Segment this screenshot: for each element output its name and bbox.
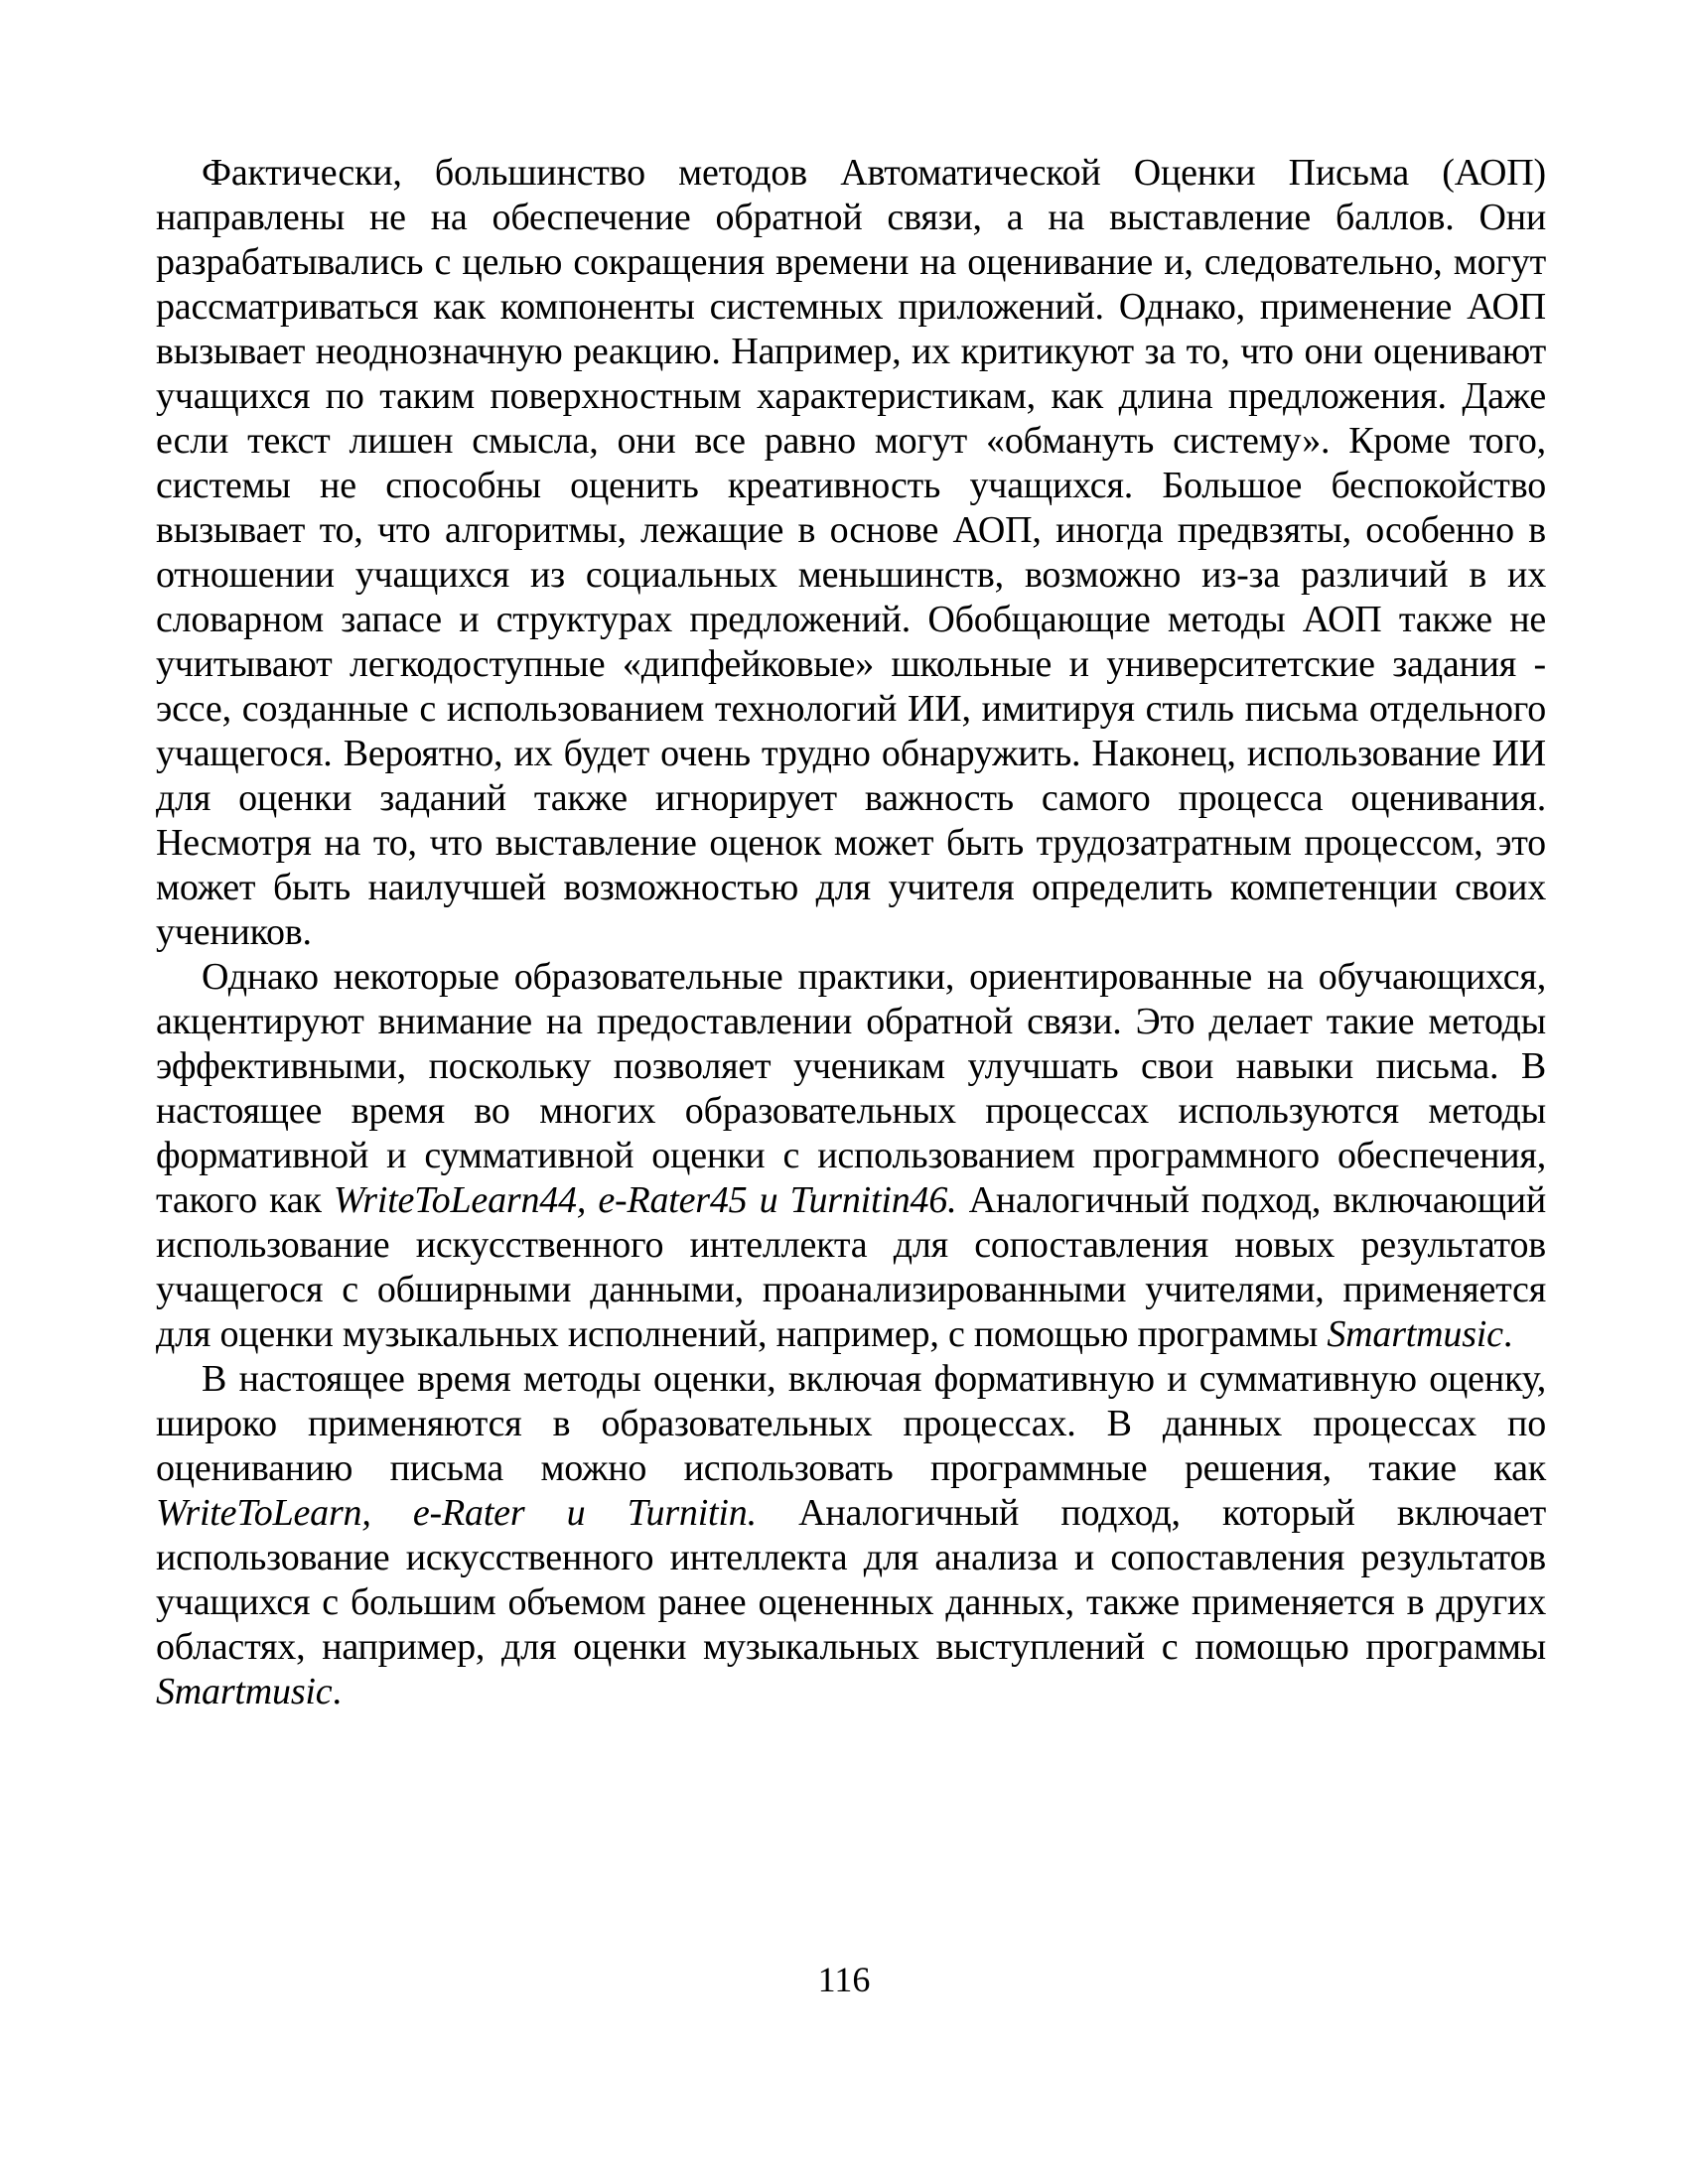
- page-number: 116: [817, 1960, 871, 1999]
- text-run: Фактически, большинство методов Автоматической Оценки Письма (АОП) направлены не на обеспечение обратной связи, а на выставление баллов. Они разрабатывались с целью сокращения времени на оценивание и, следовательно, могут рассматриваться как компоненты системных приложений. Однако, применение АОП вызывает неоднозначную реакцию. Например, их критикуют за то, что они оценивают учащихся по таким поверхностным характеристикам, как длина предложения. Даже если текст лишен смысла, они все равно могут «обмануть систему». Кроме того, системы не способны оценить креативность учащихся. Большое беспокойство вызывает то, что алгоритмы, лежащие в основе АОП, иногда предвзяты, особенно в отношении учащихся из социальных меньшинств, возможно из-за различий в их словарном запасе и структурах предложений. Обобщающие методы АОП также не учитывают легкодоступные «дипфейковые» школьные и университетские задания - эссе, созданные с использованием технологий ИИ, имитируя стиль письма отдельного учащегося. Вероятно, их будет очень трудно обнаружить. Наконец, использование ИИ для оценки заданий также игнорирует важность самого процесса оценивания. Несмотря на то, что выставление оценок может быть трудозатратным процессом, это может быть наилучшей возможностью для учителя определить компетенции своих учеников.: [156, 152, 1546, 953]
- body-text-block: [156, 151, 1546, 1714]
- text-run-italic-smartmusic: Smartmusic: [156, 1671, 333, 1712]
- paragraph-1: [156, 151, 1546, 955]
- text-run: Аналогичный подход, включающий использование искусственного интеллекта для сопоставления новых результатов учащегося с обширными данными, проанализированными учителями, применяется для оценки музыкальных исполнений, например, с помощью программы: [156, 1179, 1547, 1355]
- text-run-italic-software-names: WriteToLearn, e-Rater и Turnitin.: [156, 1492, 757, 1534]
- paragraph-3: [156, 1357, 1546, 1714]
- text-run: Однако некоторые образовательные практики, ориентированные на обучающихся, акцентируют внимание на предоставлении обратной связи. Это делает такие методы эффективными, поскольку позволяет ученикам улучшать свои навыки письма. В настоящее время во многих образовательных процессах используются методы формативной и суммативной оценки с использованием программного обеспечения, такого как: [156, 956, 1546, 1221]
- paragraph-2: [156, 955, 1546, 1357]
- text-run: Аналогичный подход, который включает использование искусственного интеллекта для анализа и сопоставления результатов учащихся с большим объемом ранее оцененных данных, также применяется в других областях, например, для оценки музыкальных выступлений с помощью программы: [156, 1492, 1546, 1668]
- text-run-italic-smartmusic: Smartmusic: [1327, 1313, 1503, 1355]
- text-run: В настоящее время методы оценки, включая формативную и суммативную оценку, широко применяются в образовательных процессах. В данных процессах по оцениванию письма можно использовать программные решения, такие как: [156, 1358, 1546, 1489]
- text-run: .: [332, 1671, 342, 1712]
- text-run-italic-software-names: WriteToLearn44, e-Rater45 и Turnitin46.: [333, 1179, 957, 1221]
- text-run: .: [1502, 1313, 1513, 1355]
